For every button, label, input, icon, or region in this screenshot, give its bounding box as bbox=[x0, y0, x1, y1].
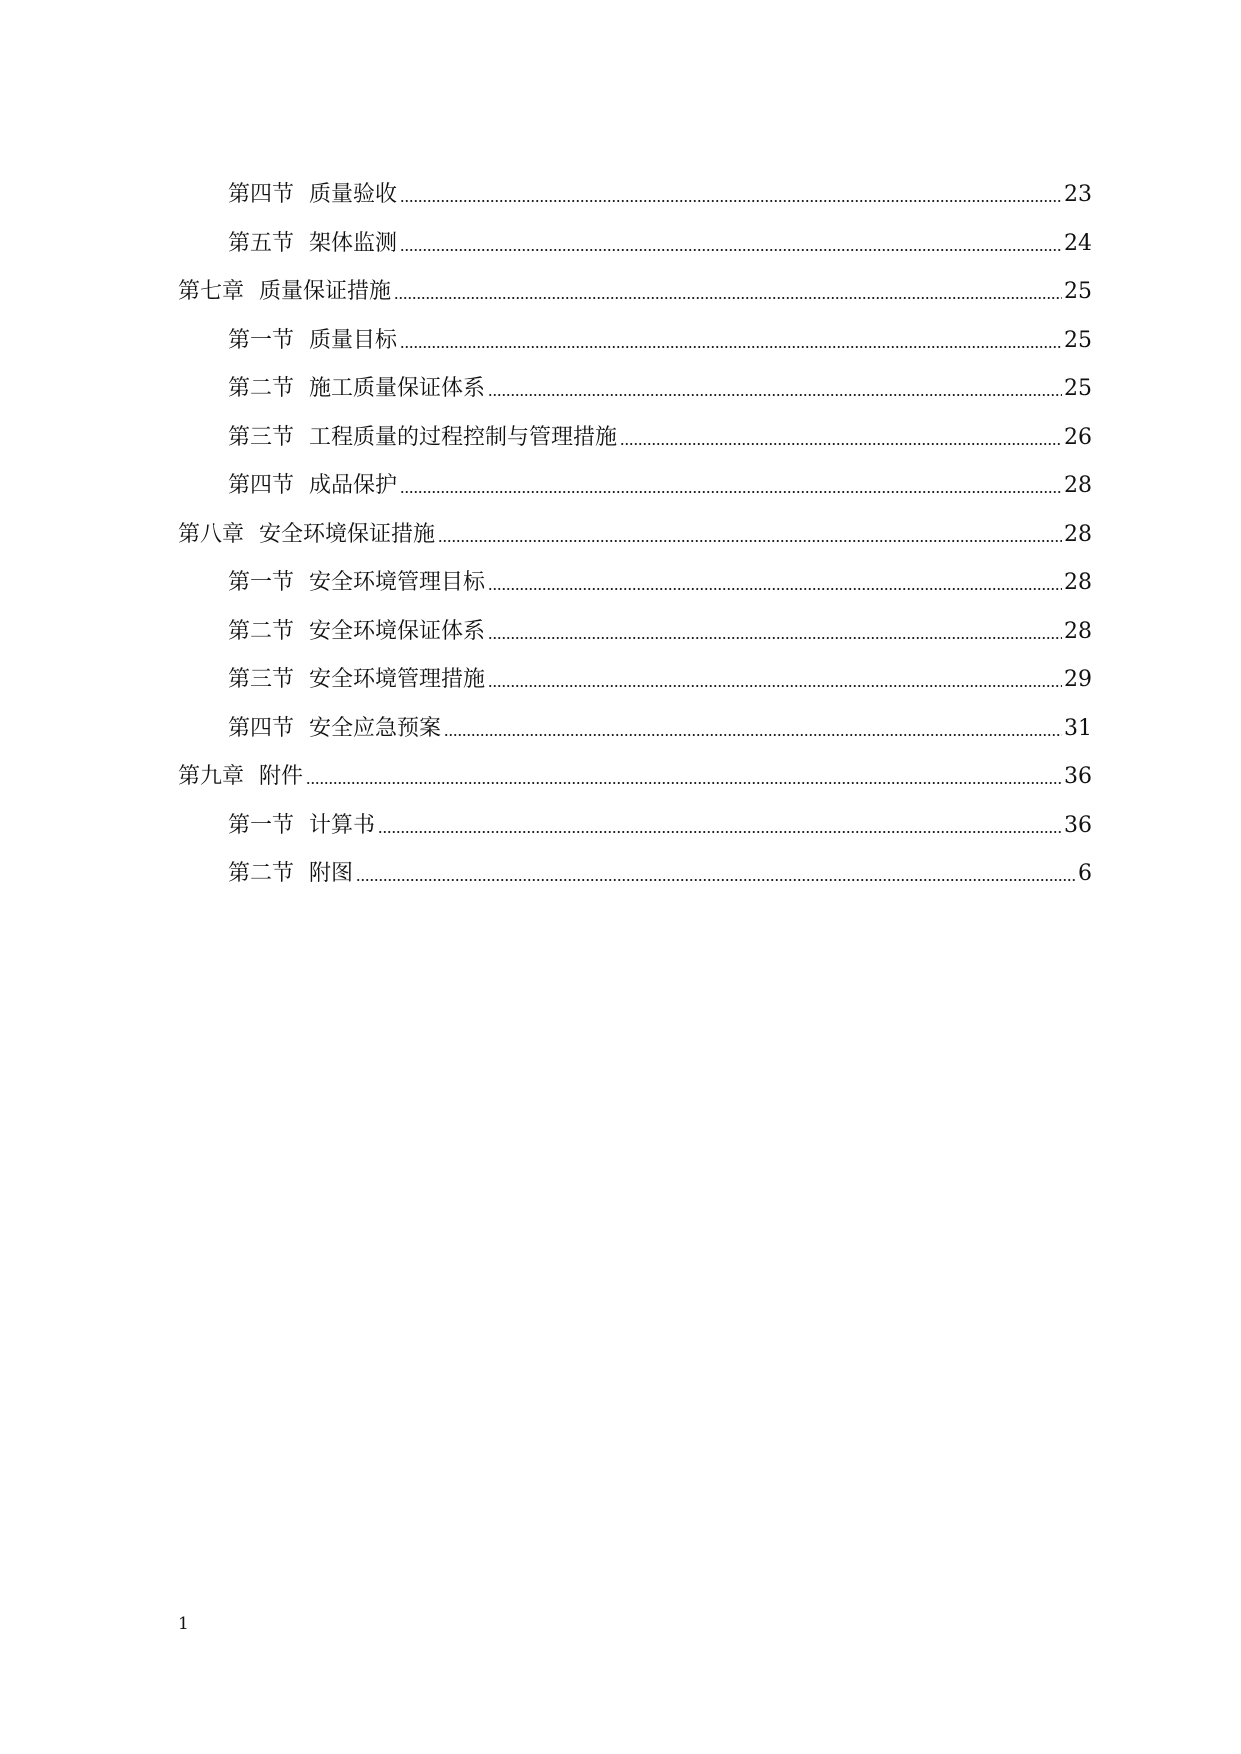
toc-entry-title: 附图 bbox=[309, 861, 354, 886]
toc-entry[interactable] bbox=[178, 277, 1092, 307]
toc-entry[interactable] bbox=[228, 568, 1092, 598]
toc-entry[interactable] bbox=[228, 374, 1092, 404]
toc-entry-title: 计算书 bbox=[309, 812, 376, 838]
toc-entry-page: 28 bbox=[1064, 570, 1092, 595]
toc-entry-title: 质量目标 bbox=[309, 327, 398, 353]
toc-entry-page: 6 bbox=[1078, 861, 1092, 886]
toc-entry-page: 25 bbox=[1064, 279, 1092, 304]
toc-leader-dots bbox=[400, 248, 1062, 252]
toc-entry-number: 第四节 bbox=[228, 182, 295, 207]
toc-entry-page: 25 bbox=[1064, 327, 1092, 353]
toc-leader-dots bbox=[400, 345, 1062, 349]
toc-entry-number: 第四节 bbox=[228, 715, 295, 741]
toc-leader-dots bbox=[488, 684, 1062, 688]
toc-entry[interactable] bbox=[228, 665, 1092, 695]
toc-leader-dots bbox=[620, 442, 1062, 446]
toc-entry-page: 36 bbox=[1064, 764, 1092, 789]
toc-entry[interactable] bbox=[228, 180, 1092, 210]
toc-entry-title: 安全环境管理目标 bbox=[309, 570, 486, 595]
toc-entry-page: 26 bbox=[1064, 424, 1092, 450]
page-number: 1 bbox=[178, 1614, 189, 1634]
toc-leader-dots bbox=[378, 830, 1062, 834]
toc-entry-page: 28 bbox=[1064, 473, 1092, 498]
toc-entry-number: 第九章 bbox=[178, 764, 245, 789]
toc-leader-dots bbox=[444, 733, 1062, 737]
toc-entry-number: 第二节 bbox=[228, 376, 295, 401]
toc-leader-dots bbox=[488, 636, 1062, 640]
toc-entry-title: 施工质量保证体系 bbox=[309, 376, 486, 401]
toc-entry-number: 第七章 bbox=[178, 279, 245, 304]
toc-entry-title: 附件 bbox=[259, 764, 304, 789]
toc-entry[interactable] bbox=[228, 617, 1092, 647]
toc-leader-dots bbox=[394, 296, 1062, 300]
toc-entry-page: 29 bbox=[1064, 667, 1092, 692]
toc-leader-dots bbox=[400, 490, 1062, 494]
toc-entry-title: 安全应急预案 bbox=[309, 715, 442, 741]
toc-entry-number: 第二节 bbox=[228, 618, 295, 644]
toc-entry-number: 第四节 bbox=[228, 473, 295, 498]
toc-leader-dots bbox=[400, 199, 1062, 203]
toc-leader-dots bbox=[488, 587, 1062, 591]
toc-entry-number: 第一节 bbox=[228, 327, 295, 353]
toc-entry[interactable] bbox=[178, 762, 1092, 792]
toc-entry[interactable] bbox=[228, 859, 1092, 889]
toc-entry-title: 质量验收 bbox=[309, 182, 398, 207]
toc-entry[interactable] bbox=[228, 423, 1092, 453]
toc-entry-page: 25 bbox=[1064, 376, 1092, 401]
toc-entry-title: 安全环境保证体系 bbox=[309, 618, 486, 644]
toc-entry[interactable] bbox=[178, 520, 1092, 550]
toc-entry-page: 28 bbox=[1064, 618, 1092, 644]
toc-entry-title: 架体监测 bbox=[309, 230, 398, 256]
toc-entry-number: 第二节 bbox=[228, 861, 295, 886]
toc-leader-dots bbox=[438, 539, 1062, 543]
toc-entry-page: 24 bbox=[1064, 230, 1092, 256]
toc-entry-page: 31 bbox=[1064, 715, 1092, 741]
toc-entry-title: 质量保证措施 bbox=[259, 279, 392, 304]
toc-leader-dots bbox=[356, 878, 1076, 882]
toc-entry-page: 23 bbox=[1064, 182, 1092, 207]
toc-entry-number: 第三节 bbox=[228, 424, 295, 450]
toc-entry-number: 第一节 bbox=[228, 812, 295, 838]
toc-entry-number: 第三节 bbox=[228, 667, 295, 692]
toc-entry[interactable] bbox=[228, 471, 1092, 501]
toc-entry-page: 28 bbox=[1064, 521, 1092, 547]
toc-entry[interactable] bbox=[228, 811, 1092, 841]
toc-entry-title: 安全环境保证措施 bbox=[259, 521, 436, 547]
toc-leader-dots bbox=[488, 393, 1062, 397]
toc-entry-number: 第五节 bbox=[228, 230, 295, 256]
toc-entry[interactable] bbox=[228, 229, 1092, 259]
toc-entry[interactable] bbox=[228, 714, 1092, 744]
toc-entry-page: 36 bbox=[1064, 812, 1092, 838]
toc-leader-dots bbox=[306, 781, 1062, 785]
toc-entry-title: 工程质量的过程控制与管理措施 bbox=[309, 424, 618, 450]
toc-entry-number: 第八章 bbox=[178, 521, 245, 547]
toc-entry-title: 安全环境管理措施 bbox=[309, 667, 486, 692]
toc-entry-title: 成品保护 bbox=[309, 473, 398, 498]
toc-entry-number: 第一节 bbox=[228, 570, 295, 595]
toc-entry[interactable] bbox=[228, 326, 1092, 356]
